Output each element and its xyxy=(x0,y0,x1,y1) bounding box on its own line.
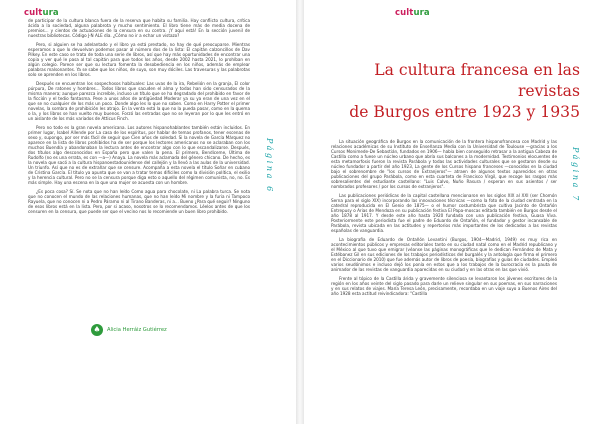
left-page xyxy=(0,0,296,424)
paragraph: Después se encuentran los sospechosos habituales: Las uvas de la ira, Rebelión en la granja, El color púrpura, De ratones y hombres... Todos libros que sacuden el alma y todas han sido censurados de la misma manera; aunque parezca increíble, incluso un título que se ha degradado del prohibido en favor de la ficción y el tedio fantasma. Pese a unos años de antigüedad Moderar ya su ya eran de una vez en el que se no cualquier de los más un poco. Donde algo les lo que no saben. Como en Harry Potter el primer novelas, la sombra de prohibición les atrajo. En la venta está la que no la pueda pasar, como en la quema o la, y los libros se han vuelto muy buenos. Forzó las entradas que no se leyeran por lo que les entró en un aislante de los más variados de Atticus Finch. xyxy=(28,80,250,122)
right-page xyxy=(304,0,600,424)
cultura-logo: cultura xyxy=(24,8,59,18)
left-article-body xyxy=(28,18,250,218)
paragraph: La situación geográfica de Burgos en la comunicación de la frontera hispanofrancesa con Madrid y las relaciones académicas de su Instituto de Enseñanza Media con la Universidad de Toulouse —gracias a los Cursos Monimede-De Sebastián, fundados en 1906— había bien conseguido retrasar a la antigua Cabeza de Castilla como a fuese un núcleo urbano que abría sus balcones a la modernidad. Testimonios elocuentes de esta metamorfosis fueron la revista Parábola y todas las actividades culturales que se gestaron desde su núcleo fundador a partir del año 1923, La gente de los Cursos hispano franceses —conocidos en la ciudad bajo el sobrenombre de "los cursos de Extranjeros"— atraen de algunos textos aparecidos en otras publicaciones del grupo Parábola, como en esta cuarteta de Francisco Virgil, que recoge los rasgos más sobresalientes del estudiante castellano: "Luis Calvo, Nuño Rasura / esperan en sus asientos / ser nombrados profesores / por los cursos de extranjeros". xyxy=(331,139,557,190)
paragraph: ¿Es poca cosa? Sí. Se nota que no han leído Como agua para chocolate, ni La palabra turca. Se nota que no conocen el mundo de las relaciones humanas, que no han leído Mi nombre y la furia ni Tampoco Rayuela, que no conocen ni a Pedro Páramo ni al Tirano Banderas, ni a... Bueno ¿Para qué seguir? Ninguno de esos libros está en la lista. Pero, por si acaso, nosotros se lo recomendamos. Léelos antes de que los censuren en la censura, que puede ser que el vecino nos lo recomiende un buen libro prohibido. xyxy=(28,188,250,215)
paragraph: de participar de la cultura blanca fuera de la reserva que habita su familia. Hay conflicto cultura, crítica ácida a la sociedad, alguna palabrota y mucho sentimiento. El libro tiene más de media docena de premios... y cientos de actuaciones de la censura en su contra. ¡Y aquí está! En la sección juvenil de nuestras bibliotecas. Código J-N ALE día. ¿Cómo no ir a echar un vistazo? xyxy=(28,18,250,39)
page-number-label: Página 6 xyxy=(265,138,274,194)
article-title-line: La cultura francesa en las revistas xyxy=(374,61,580,100)
author-name: Alicia Herráiz Gutiérrez xyxy=(107,327,167,333)
right-article-body xyxy=(331,139,557,300)
article-title xyxy=(334,60,580,123)
paragraph: La biografía de Eduardo de Ontañón Levantini (Burgos, 1904—Madrid, 1949) es muy rica en acontecimientos públicos y empresas editoriales tanto en su ciudad natal como en el Madrid republicano y el México al que tuvo que emigrar (véanse las páginas monográficas que le dedican Fernández de Mata y Estébanez Gil en sus ediciones de los trabajos periodísticos del burgalés y la antología que firma el primero en el Diccionario de 2010) que fue además autor de libros de poesía, biografías y guías de ciudades. Empleó varios seudónimos e incluso dejó los ponía en estos que a los trabajos de la burocracia es la pauta de animador de las revistas de vanguardia aparecidas en su ciudad y en las otras en las que vivió. xyxy=(331,237,557,273)
author-logo-icon: ♠ xyxy=(91,324,103,336)
paragraph: Las publicaciones periódicas de la capital castellana mencionaron en los siglos XIX al XXI (ser Chomón Serna para el siglo XIX) incorporando las innovaciones técnicas —como la foto de la ciudad centrada en la catedral reproducida en El Genio de 1875— o el humor costumbrista que cultiva Jacinto de Ontañón Entrepusy o Arias de Mendoza en su publicación festiva El Papa-moscas editada también en Burgos desde el año 1878 al 1917. Y desde este año hasta 1920 fundada con una publicación festiva, Guasa Viva. Posteriormente este periodista fue el padre de Eduardo de Ontañón, el fundador y gestor incansable de Parábola, revista ubicada en las actitudes y repertorios más importantes de los dedicados a las revistas españolas de vanguardia. xyxy=(331,193,557,234)
page-number-label: Página 7 xyxy=(571,147,580,203)
author-credit xyxy=(91,324,167,336)
paragraph: Frente al tópico de la Castilla árida y gravemente silenciosa se levantaron los jóvenes escritores de la región en los años veinte del siglo pasado para darle un relieve singular en sus poemas, en sus narraciones y en sus relatos de viajes. María Teresa León, precisamente, recordaba en un viaje suyo a Buenos Aires del año 1928 esta actitud reivindicadora: "Castilla xyxy=(331,275,557,297)
paragraph: Pero, si alguien se ha adelantado y el libro ya está prestado, no hay de qué preocuparse. Mientras esperamos a que lo devuelvan podemos pasar al número dos de la lista: El capitán calzoncillos de Dav Pilkey. En este caso se trata de toda una serie de libros, así que hay más oportunidades de encontrar una copia y ver qué le pasa al tal capitán para que todos los años, desde 2002 hasta 2021, lo prohíban en algún colegio. Parece ser que su lectura fomenta la desobediencia en los niños, además de emplear palabras malsonantes. Ya se sabe que los niños, de suyo, son muy dóciles. Las travesuras y las palabrotas solo se aprenden en los libros. xyxy=(28,41,250,78)
cultura-logo: cultura xyxy=(395,8,430,18)
paragraph: Pero no todo es la gran novela americana. Los autores hispanohablantes también están incluidos. En primer lugar, Isabel Allende por La casa de los espíritus, por hablar de temas profanos, tener escenas de sexo y, supongo, por ser más fácil de seguir que Cien años de soledad. Si la novela de García Márquez no aparece en la lista de libros prohibidos ha de ser porque los lectores americanos no se aclaraban con los muchos Buendía y abandonaban la lectura antes de encontrar algo con lo que escandalizarse. Después, dos títulos algo desconocidos en España pero que valen la pena. El primero, Bendíceme, Última de Rudolfo (no es una errata, es con —a—) Anaya. La novela más aclamada del género chicano. De hecho, es la novela que sacó a la cultura hispanoestadounidense del callejón y la llevó a las aulas de la universidad. Un triunfo. Así que no es de extrañar que se censure. Acompaña a esta novela el título Soñar en cubano de Cristina García. El título ya apunta que se van a tratar temas difíciles como la división política, el exilio y la herencia cultural. Pero no se la censura porque diga esto o aquello del régimen comunista, no, no. Es más simple. Hay una escena en la que una mujer se acuesta con un hombre. xyxy=(28,124,250,186)
page-gutter xyxy=(296,0,304,424)
article-title-line: de Burgos entre 1923 y 1935 xyxy=(349,103,580,121)
